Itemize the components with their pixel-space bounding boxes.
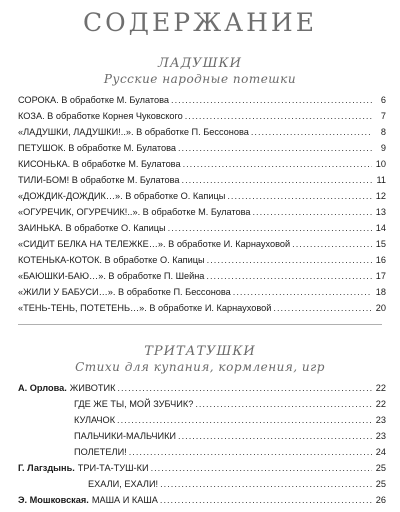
toc-entry-text: ТРИ-ТА-ТУШ-КИ: [77, 463, 149, 473]
page-number: 6: [380, 95, 386, 105]
toc-entry-text: КИСОНЬКА. В обработке М. Булатова: [18, 159, 181, 169]
toc-row[interactable]: [18, 172, 386, 188]
toc-row[interactable]: [18, 92, 386, 108]
page-number: 22: [375, 383, 386, 393]
toc-entry-text: ЖИВОТИК: [69, 383, 116, 393]
leader-dots: [178, 428, 372, 444]
page-number: 14: [375, 223, 386, 233]
page-number: 9: [380, 143, 386, 153]
toc-row[interactable]: [18, 124, 386, 140]
toc-entry-text: ЕХАЛИ, ЕХАЛИ!: [88, 479, 159, 489]
toc-entry-text: КОТЕНЬКА-КОТОК. В обработке О. Капицы: [18, 255, 205, 265]
page-number: 26: [375, 495, 386, 505]
toc-row[interactable]: [18, 156, 386, 172]
page-number: 25: [375, 463, 386, 473]
leader-dots: [195, 396, 372, 412]
section-1-subtitle: Русские народные потешки: [103, 72, 297, 86]
page-number: 20: [375, 303, 386, 313]
page-number: 22: [375, 399, 386, 409]
section-2-subtitle: Стихи для купания, кормления, игр: [75, 360, 325, 374]
leader-dots: [273, 300, 372, 316]
leader-dots: [168, 220, 372, 236]
toc-row[interactable]: [18, 108, 386, 124]
toc-entry-text: КОЗА. В обработке Корнея Чуковского: [18, 111, 183, 121]
leader-dots: [252, 204, 372, 220]
section-1-list: [18, 92, 386, 316]
page-number: 23: [375, 431, 386, 441]
leader-dots: [129, 444, 372, 460]
toc-row[interactable]: [18, 188, 386, 204]
page-number: 17: [375, 271, 386, 281]
toc-row[interactable]: [18, 476, 386, 492]
toc-row[interactable]: [18, 268, 386, 284]
leader-dots: [206, 268, 372, 284]
toc-entry-text: ЗАИНЬКА. В обработке О. Капицы: [18, 223, 166, 233]
toc-row[interactable]: [18, 204, 386, 220]
leader-dots: [160, 492, 372, 508]
toc-row[interactable]: [18, 220, 386, 236]
toc-entry-text: ГДЕ ЖЕ ТЫ, МОЙ ЗУБЧИК?: [74, 399, 194, 409]
toc-row[interactable]: [18, 380, 386, 396]
leader-dots: [117, 412, 372, 428]
leader-dots: [251, 124, 372, 140]
section-divider: [18, 324, 382, 325]
leader-dots: [227, 188, 372, 204]
toc-author: Э. Мошковская.: [18, 495, 89, 505]
toc-entry-text: «СИДИТ БЕЛКА НА ТЕЛЕЖКЕ…». В обработке И. Карнауховой: [18, 239, 291, 249]
section-2-list: [18, 380, 386, 508]
toc-entry-text: «БАЮШКИ-БАЮ…». В обработке П. Шейна: [18, 271, 205, 281]
leader-dots: [151, 460, 372, 476]
toc-row[interactable]: [18, 396, 386, 412]
toc-author: А. Орлова.: [18, 383, 67, 393]
toc-row[interactable]: [18, 140, 386, 156]
page-number: 23: [375, 415, 386, 425]
toc-entry-text: «ОГУРЕЧИК, ОГУРЕЧИК!..». В обработке М. Булатова: [18, 207, 251, 217]
page-number: 18: [375, 287, 386, 297]
toc-entry-text: ТИЛИ-БОМ! В обработке М. Булатова: [18, 175, 180, 185]
section-2-title: ТРИТАТУШКИ: [144, 344, 256, 359]
toc-entry-text: ПЕТУШОК. В обработке М. Булатова: [18, 143, 176, 153]
page-number: 16: [375, 255, 386, 265]
toc-row[interactable]: [18, 428, 386, 444]
leader-dots: [185, 108, 372, 124]
toc-row[interactable]: [18, 284, 386, 300]
leader-dots: [233, 284, 372, 300]
leader-dots: [183, 156, 372, 172]
section-1-title: ЛАДУШКИ: [158, 56, 242, 71]
toc-entry-text: СОРОКА. В обработке М. Булатова: [18, 95, 170, 105]
page-number: 11: [376, 175, 386, 185]
toc-row[interactable]: [18, 492, 386, 508]
toc-entry-text: МАША И КАША: [91, 495, 158, 505]
leader-dots: [182, 172, 372, 188]
toc-entry-text: «ТЕНЬ-ТЕНЬ, ПОТЕТЕНЬ…». В обработке И. Карнауховой: [18, 303, 272, 313]
toc-row[interactable]: [18, 460, 386, 476]
toc-row[interactable]: [18, 252, 386, 268]
leader-dots: [117, 380, 372, 396]
leader-dots: [178, 140, 372, 156]
page-number: 8: [380, 127, 386, 137]
page-number: 12: [375, 191, 386, 201]
page-number: 13: [375, 207, 386, 217]
toc-entry-text: ПОЛЕТЕЛИ!: [74, 447, 127, 457]
page-number: 25: [375, 479, 386, 489]
page-title: СОДЕРЖАНИЕ: [83, 8, 317, 37]
toc-entry-text: «ЛАДУШКИ, ЛАДУШКИ!..». В обработке П. Бессонова: [18, 127, 249, 137]
leader-dots: [292, 236, 372, 252]
toc-row[interactable]: [18, 444, 386, 460]
toc-entry-text: ПАЛЬЧИКИ-МАЛЬЧИКИ: [74, 431, 177, 441]
toc-entry-text: «ЖИЛИ У БАБУСИ…». В обработке П. Бессонова: [18, 287, 231, 297]
toc-author: Г. Лагздынь.: [18, 463, 75, 473]
leader-dots: [160, 476, 372, 492]
page-number: 10: [375, 159, 386, 169]
leader-dots: [171, 92, 372, 108]
leader-dots: [207, 252, 372, 268]
toc-row[interactable]: [18, 300, 386, 316]
toc-entry-text: КУЛАЧОК: [74, 415, 116, 425]
toc-row[interactable]: [18, 412, 386, 428]
toc-row[interactable]: [18, 236, 386, 252]
page-number: 7: [380, 111, 386, 121]
page-number: 24: [375, 447, 386, 457]
toc-entry-text: «ДОЖДИК-ДОЖДИК…». В обработке О. Капицы: [18, 191, 226, 201]
page-number: 15: [375, 239, 386, 249]
